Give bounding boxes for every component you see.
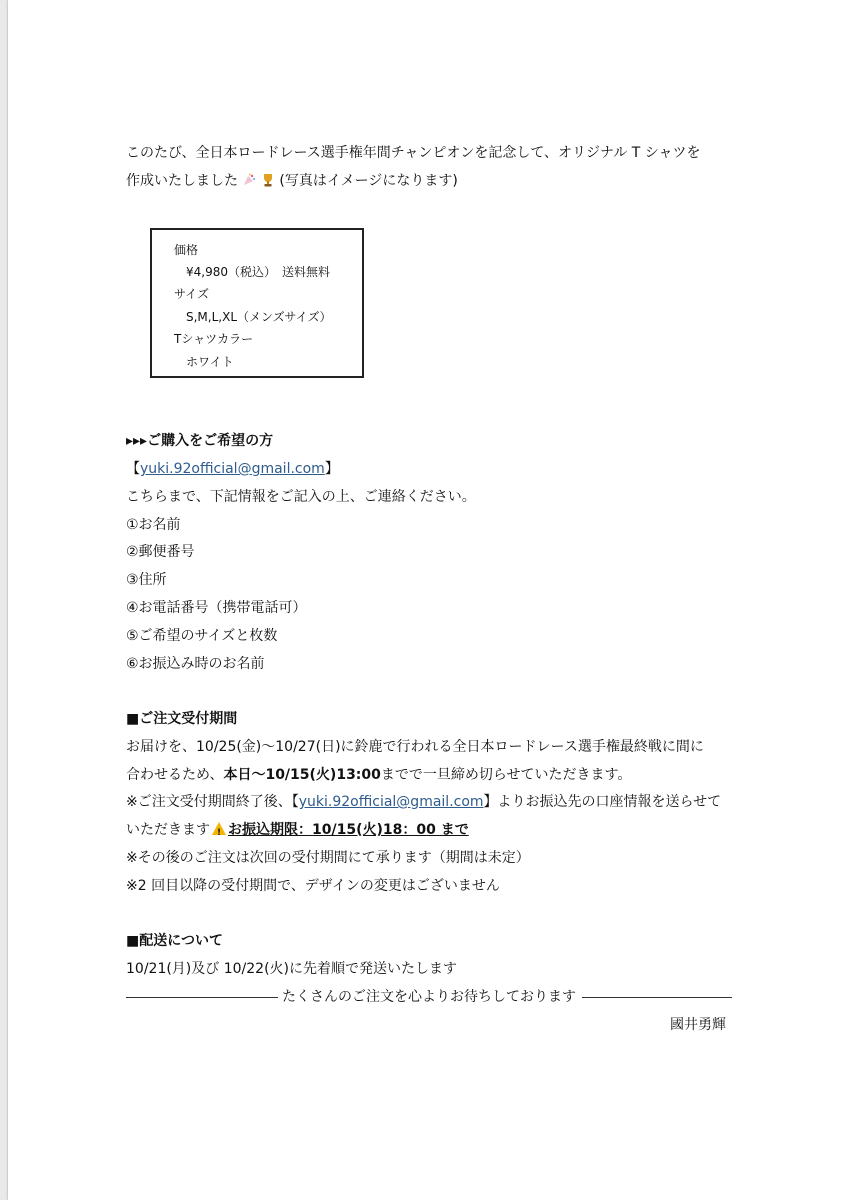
payment-deadline: お振込期限：10/15(火)18：00 まで [228, 822, 469, 838]
warning-icon [212, 822, 226, 835]
divider-left [126, 997, 278, 998]
list-item: ②郵便番号 [126, 544, 195, 560]
intro-photo-note: (写真はイメージになります) [279, 173, 458, 189]
order-period-line-2a: 合わせるため、 [126, 767, 224, 783]
order-note-1: ※その後のご注文は次回の受付期間にて承ります（期間は未定） [126, 850, 530, 866]
signature: 國井勇輝 [670, 1017, 726, 1033]
price-value: ¥4,980（税込） 送料無料 [186, 265, 330, 279]
deadline-text: 本日〜10/15(火)13:00 [223, 767, 381, 783]
party-popper-icon [242, 173, 256, 187]
list-item: ④お電話番号（携帯電話可） [126, 600, 307, 616]
purchase-instruction: こちらまで、下記情報をご記入の上、ご連絡ください。 [126, 489, 476, 505]
order-period-line-3b: 】よりお振込先の口座情報を送らせて [483, 794, 722, 810]
bracket-open: 【 [126, 461, 140, 477]
size-label: サイズ [174, 287, 210, 301]
list-item: ③住所 [126, 572, 167, 588]
order-period-heading: ■ご注文受付期間 [126, 711, 238, 727]
color-value: ホワイト [186, 355, 234, 369]
email-link-2[interactable]: yuki.92official@gmail.com [298, 794, 484, 810]
trophy-icon [261, 173, 275, 187]
bracket-close: 】 [324, 461, 339, 477]
purchase-heading: ▸▸▸ご購入をご希望の方 [126, 433, 274, 449]
color-label: Tシャツカラー [174, 332, 254, 346]
size-value: S,M,L,XL（メンズサイズ） [186, 310, 332, 324]
purchase-email-line [126, 459, 339, 479]
product-spec-box [150, 228, 364, 378]
order-period-line-4a: いただきます [126, 822, 210, 838]
list-item: ⑤ご希望のサイズと枚数 [126, 628, 278, 644]
order-period-line-3 [126, 792, 721, 812]
list-item: ⑥お振込み時のお名前 [126, 656, 265, 672]
document-page [8, 0, 860, 1200]
order-period-line-1: お届けを、10/25(金)〜10/27(日)に鈴鹿で行われる全日本ロードレース選手権最終戦に間に [126, 739, 704, 755]
intro-line-2 [126, 171, 458, 191]
shipping-heading: ■配送について [126, 933, 223, 949]
order-period-line-2 [126, 765, 631, 785]
email-link[interactable]: yuki.92official@gmail.com [140, 461, 325, 477]
intro-line-1: このたび、全日本ロードレース選手権年間チャンピオンを記念して、オリジナル T シャツを [126, 145, 701, 161]
order-period-line-4 [126, 820, 469, 840]
list-item: ①お名前 [126, 517, 181, 533]
divider-right [582, 997, 732, 998]
shipping-line: 10/21(月)及び 10/22(火)に先着順で発送いたします [126, 961, 457, 977]
intro-line-2-text: 作成いたしました [126, 173, 238, 189]
order-note-2: ※2 回目以降の受付期間で、デザインの変更はございません [126, 878, 500, 894]
order-period-line-2b: までで一旦締め切らせていただきます。 [380, 767, 632, 783]
order-period-line-3a: ※ご注文受付期間終了後、【 [126, 794, 299, 810]
closing-message: たくさんのご注文を心よりお待ちしております [282, 989, 576, 1005]
price-label: 価格 [174, 243, 199, 257]
